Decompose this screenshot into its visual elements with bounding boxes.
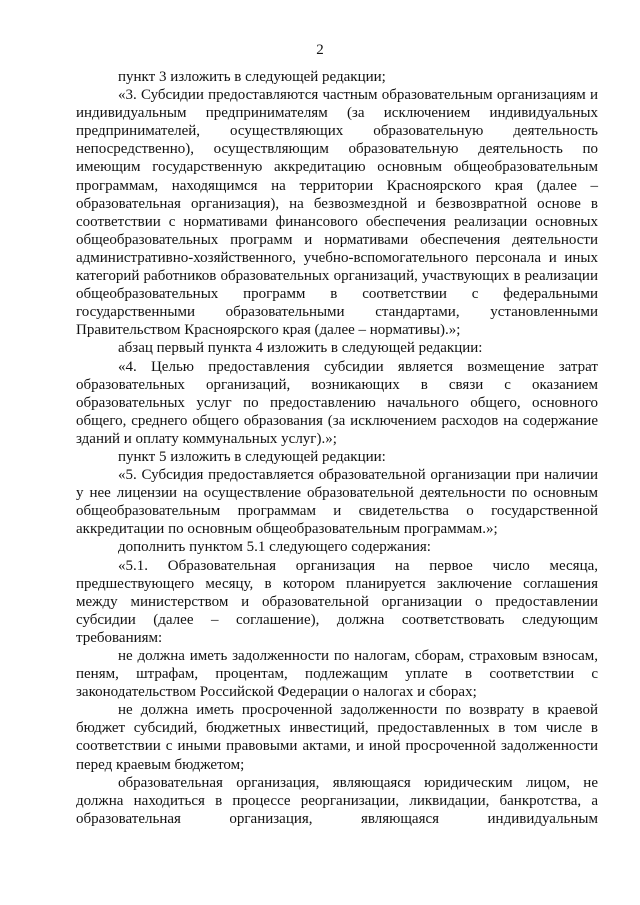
paragraph-3: абзац первый пункта 4 изложить в следующей редакции: <box>118 340 483 357</box>
paragraph-11: образовательная организация, являющаяся юридическим лицом, не должна находиться в процессе реорганизации, ликвидации, банкротства, а образовательная организация, являющаяся индивидуальным <box>76 774 598 827</box>
document-body <box>76 68 598 828</box>
paragraph-10: не должна иметь просроченной задолженности по возврату в краевой бюджет субсидий, бюджетных инвестиций, предоставленных в том числе в соответствии с иными правовыми актами, и иной просроченной задолженности перед краевым бюджетом; <box>76 702 598 773</box>
paragraph-1: пункт 3 изложить в следующей редакции; <box>118 69 386 85</box>
paragraph-5: пункт 5 изложить в следующей редакции: <box>118 448 386 465</box>
paragraph-9: не должна иметь задолженности по налогам, сборам, страховым взносам, пеням, штрафам, процентам, подлежащим уплате в соответствии с законодательством Российской Федерации о налогах и сборах; <box>76 648 598 701</box>
paragraph-7: дополнить пунктом 5.1 следующего содержания: <box>118 539 431 556</box>
paragraph-4: «4. Целью предоставления субсидии является возмещение затрат образовательных организаций, возникающих в связи с оказанием образовательных услуг по предоставлению начального общего, основного общего, среднего общего образования (за исключением расходов на содержание зданий и оплату коммунальных услуг).»; <box>76 358 598 447</box>
paragraph-8: «5.1. Образовательная организация на первое число месяца, предшествующего месяцу, в котором планируется заключение соглашения между министерством и образовательной организации о предоставлении субсидии (далее – соглашение), должна соответствовать следующим требованиям: <box>76 557 598 646</box>
paragraph-2: «3. Субсидии предоставляются частным образовательным организациям и индивидуальным предпринимателям (за исключением индивидуальных предпринимателей, осуществляющих образовательную деятельность непосредственно), осуществляющим образовательную деятельность по имеющим государственную аккредитацию основным общеобразовательным программам, находящимся на территории Красноярского края (далее – образовательная организация), на безвозмездной и безвозвратной основе в соответствии с нормативами финансового обеспечения реализации основных общеобразовательных программ и нормативами обеспечения деятельности административно-хозяйственного, учебно-вспомогательного персонала и иных категорий работников образовательных организаций, участвующих в реализации общеобразовательных программ в соответствии с федеральными государственными образовательными стандартами, установленными Правительством Красноярского края (далее – нормативы).»; <box>76 87 598 339</box>
page-number: 2 <box>316 42 324 58</box>
paragraph-6: «5. Субсидия предоставляется образовательной организации при наличии у нее лицензии на осуществление образовательной деятельности по основным общеобразовательным программам и свидетельства о государственной аккредитации по основным общеобразовательным программам.»; <box>76 467 598 538</box>
